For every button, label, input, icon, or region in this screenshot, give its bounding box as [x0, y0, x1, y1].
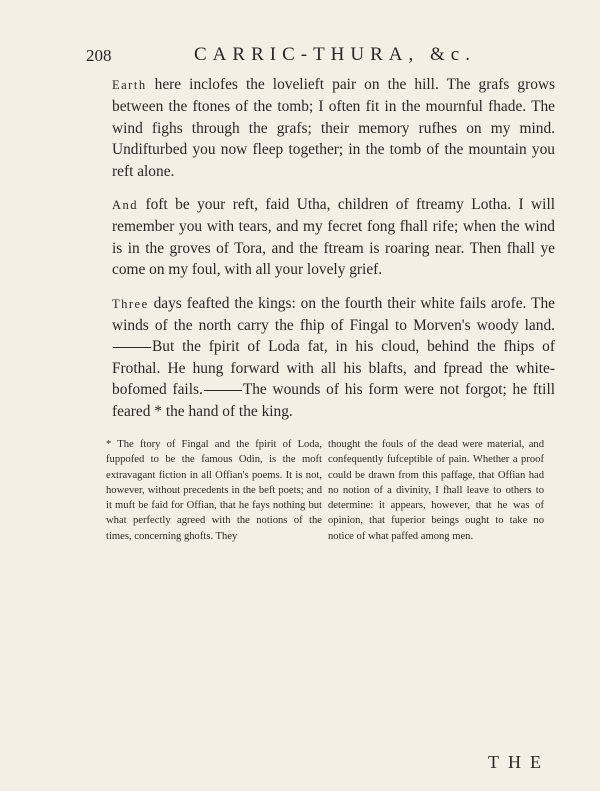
footnote-column-left [106, 437, 322, 544]
em-dash-rule [204, 390, 242, 391]
paragraph-text: days feafted the kings: on the fourth their white fails arofe. The winds of the north carry the fhip of Fingal to Morven's woody land. [112, 294, 555, 335]
footnote-text-right: thought the fouls of the dead were material, and confequently fufceptible of pain. Whether a proof could be drawn from this paffage, that Offian had no notion of a divinity, I fhall leave to others to determine: it appears, however, that he was of opinion, that fuperior beings ought to take no notice of what paffed among men. [328, 439, 544, 542]
paragraph-and [112, 194, 555, 281]
paragraph-lead: And [112, 198, 139, 213]
paragraph-text: The wounds of his form were not forgot; he ftill feared * the hand of the king. [112, 381, 556, 420]
paragraph-earth [112, 74, 555, 182]
page-number: 208 [86, 46, 112, 65]
paragraph-three [112, 293, 555, 422]
paragraph-text: here inclofes the lovelieft pair on the hill. The grafs grows between the ftones of the tomb; I often fit in the mournful fhade. The wind fighs through the grafs; their memory rufhes on my mind. Undifturbed you now fleep together; in the tomb of the mountain you reft alone. [112, 76, 555, 180]
paragraph-lead: Earth [112, 78, 147, 92]
footnote-column-right [328, 437, 544, 544]
em-dash-rule [113, 347, 151, 348]
running-head: CARRIC-THURA, &c. [194, 44, 476, 65]
catchword: THE [488, 752, 550, 772]
main-text [112, 74, 555, 434]
paragraph-text: foft be your reft, faid Utha, children of ftreamy Lotha. I will remember you with tears, and my fecret fong fhall rife; when the wind is in the groves of Tora, and the ftream is roaring near. Then fhall ye come on my foul, with all your lovely grief. [112, 196, 555, 279]
page-header [86, 44, 556, 68]
footnote-text-left: * The ftory of Fingal and the fpirit of Loda, fuppofed to be the famous Odin, is the moft extravagant fiction in all Offian's poems. It is not, however, without precedents in the beft poets; and it muft be faid for Offian, that he fays nothing but what perfectly agreed with the notions of the times, concerning ghofts. They [106, 439, 322, 542]
paragraph-text: But the fpirit of Loda fat, in his cloud, behind the fhips of Frothal. He hung forward with all his blafts, and fpread the white-bofomed fails. [112, 338, 555, 399]
paragraph-lead: Three [112, 296, 149, 311]
